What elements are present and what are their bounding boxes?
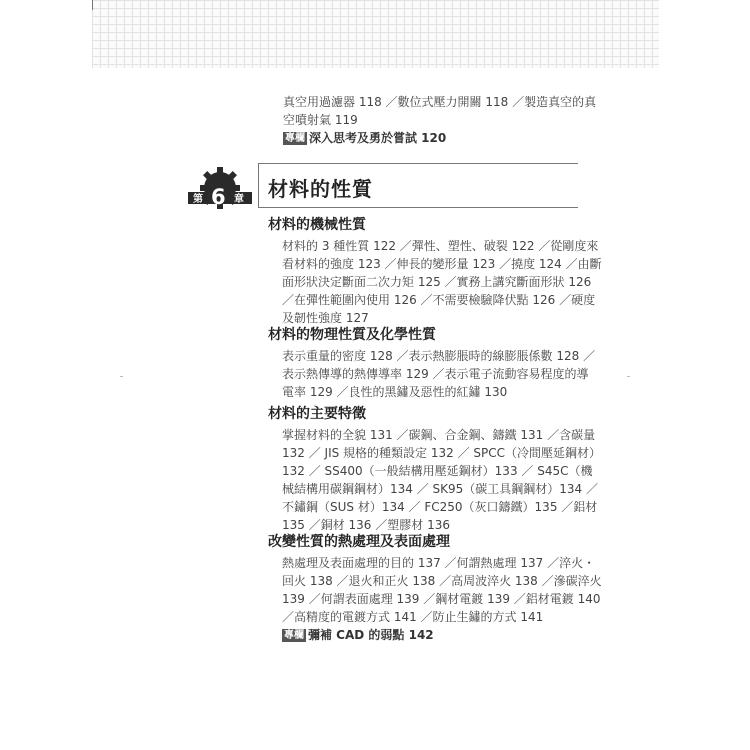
margin-tick-right	[627, 376, 630, 377]
section-mechanical-properties	[268, 215, 602, 327]
section-heading: 材料的物理性質及化學性質	[268, 327, 436, 343]
section-heading: 改變性質的熱處理及表面處理	[268, 534, 450, 550]
column-title: 深入思考及勇於嘗試 120	[309, 131, 447, 145]
toc-line: 械結構用碳鋼鋼材）134 ／ SK95（碳工具鋼鋼材）134 ／	[282, 482, 599, 496]
chapter-title: 材料的性質	[268, 177, 373, 201]
section-main-features	[268, 404, 602, 534]
page-edge-mark	[92, 0, 93, 10]
section-heat-surface-treatment	[268, 532, 602, 644]
toc-line: 表示熱傳導的熱傳導率 129 ／表示電子流動容易程度的導	[282, 367, 589, 381]
section-entries	[282, 426, 602, 534]
chapter-prefix: 第	[193, 194, 203, 205]
toc-line: ／在彈性範圍內使用 126 ／不需要檢驗降伏點 126 ／硬度	[282, 293, 596, 307]
column-tag: 專欄	[285, 133, 305, 144]
column-entry	[283, 129, 613, 147]
section-physical-chemical-properties	[268, 325, 596, 401]
chapter-rule-bottom	[258, 207, 578, 208]
toc-line: 及韌性強度 127	[282, 311, 369, 325]
section-entries	[282, 237, 602, 327]
chapter-divider	[258, 163, 259, 207]
section-heading: 材料的機械性質	[268, 217, 366, 233]
toc-line: 表示重量的密度 128 ／表示熱膨脹時的線膨脹係數 128 ／	[282, 349, 596, 363]
toc-line: 熱處理及表面處理的目的 137 ／何謂熱處理 137 ／淬火・	[282, 556, 596, 570]
toc-line: 面形狀決定斷面二次力矩 125 ／實務上講究斷面形狀 126	[282, 275, 592, 289]
column-tag: 專欄	[284, 630, 304, 641]
toc-line: 空噴射氣 119	[283, 113, 358, 127]
toc-line: 電率 129 ／良性的黑鏽及惡性的紅鏽 130	[282, 385, 508, 399]
toc-line: 不鏽鋼（SUS 材）134 ／ FC250（灰口鑄鐵）135 ／鋁材	[282, 500, 598, 514]
graph-paper-header	[92, 0, 659, 68]
toc-line: 139 ／何謂表面處理 139 ／鋼材電鍍 139 ／鋁材電鍍 140	[282, 592, 601, 606]
toc-line: 材料的 3 種性質 122 ／彈性、塑性、破裂 122 ／從剛度來	[282, 239, 599, 253]
toc-line: 真空用過濾器 118 ／數位式壓力開關 118 ／製造真空的真	[283, 95, 597, 109]
chapter-suffix: 章	[234, 194, 244, 205]
toc-line: 看材料的強度 123 ／伸長的變形量 123 ／撓度 124 ／由斷	[282, 257, 602, 271]
toc-line: ／高精度的電鍍方式 141 ／防止生鏽的方式 141	[282, 610, 544, 624]
toc-line: 掌握材料的全貌 131 ／碳鋼、合金鋼、鑄鐵 131 ／含碳量	[282, 428, 596, 442]
margin-tick-left	[120, 376, 123, 377]
chapter-number: 6	[211, 185, 226, 209]
previous-chapter-entries	[283, 93, 613, 147]
section-entries	[282, 554, 602, 644]
toc-line: 132 ／ SS400（一般結構用壓延鋼材）133 ／ S45C（機	[282, 464, 593, 478]
toc-line: 135 ／銅材 136 ／塑膠材 136	[282, 518, 450, 532]
chapter-gear-badge	[186, 166, 254, 210]
chapter-rule-top	[258, 163, 578, 164]
column-entry	[282, 626, 588, 644]
section-heading: 材料的主要特徵	[268, 406, 366, 422]
section-entries	[282, 347, 596, 401]
column-title: 彌補 CAD 的弱點 142	[308, 628, 434, 642]
toc-line: 回火 138 ／退火和正火 138 ／高周波淬火 138 ／滲碳淬火	[282, 574, 602, 588]
toc-line: 132 ／ JIS 規格的種類設定 132 ／ SPCC（冷間壓延鋼材）	[282, 446, 602, 460]
